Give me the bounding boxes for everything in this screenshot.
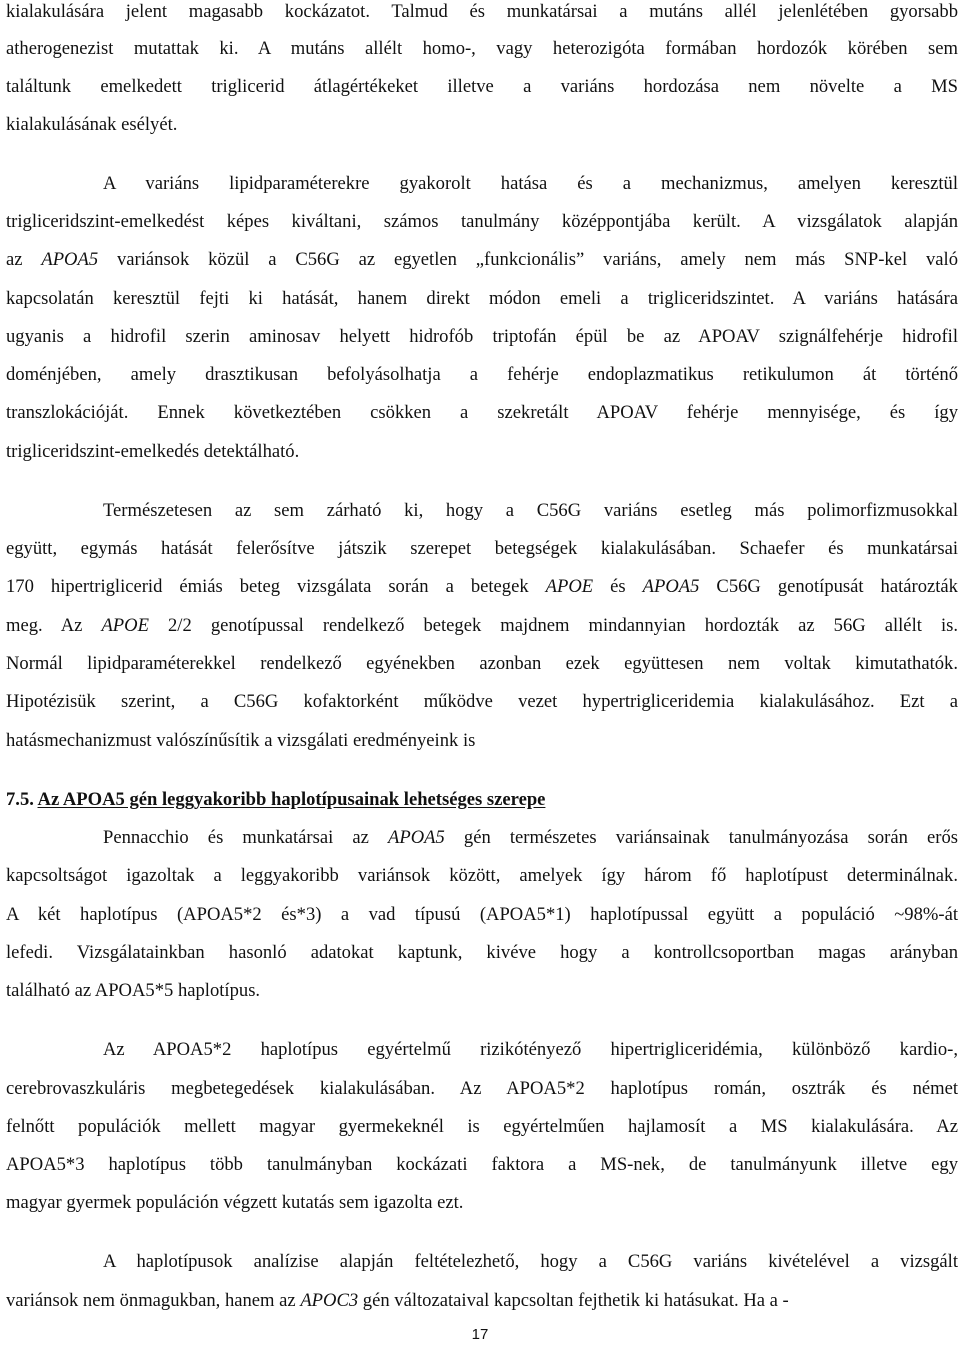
text-line [6,1077,958,1101]
text-run: transzlokációját. Ennek következtében csökken a szekretált APOAV fehérje mennyisége, és így [6,402,958,423]
text-run: találtunk emelkedett triglicerid átlagértékeket illetve a variáns hordozása nem növelte a MS [6,76,958,97]
text-run: cerebrovaszkuláris megbetegedések kialakulásában. Az APOA5*2 haplotípus román, osztrák és német [6,1078,958,1099]
text-run: APOE [545,576,594,597]
text-run: Hipotézisük szerint, a C56G kofaktorként működve vezet hypertrigliceridemia kialakulásához. Ezt a [6,691,958,712]
text-line [6,1153,958,1177]
text-line [6,401,958,425]
text-run: magyar gyermek populáción végzett kutatás sem igazolta ezt. [6,1192,464,1213]
text-run: APOA5 [642,576,700,597]
text-line [6,287,958,311]
section-heading [6,788,958,812]
text-run: kapcsoltságot igazoltak a leggyakoribb variánsok között, amelyek így három fő haplotípust determinálnak. [6,865,958,886]
text-run: együtt, egymás hatását felerősítve játszik szerepet betegségek kialakulásában. Schaefer és munkatársai [6,538,958,559]
text-run: Az APOA5 gén leggyakoribb haplotípusainak lehetséges szerepe [37,789,546,810]
text-line [6,210,958,234]
text-run: APOA5*3 haplotípus több tanulmányban kockázati faktora a MS-nek, de tanulmányunk illetve egy [6,1154,958,1175]
text-run: A haplotípusok analízise alapján feltételezhető, hogy a C56G variáns kivételével a vizsgált [103,1251,958,1272]
text-run: Pennacchio és munkatársai az [103,827,388,848]
text-line [6,652,958,676]
text-run: gén változataival kapcsoltan fejthetik ki hatásukat. Ha a - [358,1290,789,1311]
text-line [6,614,958,638]
text-run: trigliceridszint-emelkedést képes kiváltani, számos tanulmány középpontjába került. A vizsgálatok alapján [6,211,958,232]
text-run: A variáns lipidparaméterekre gyakorolt hatása és a mechanizmus, amelyen keresztül [103,173,958,194]
text-run: kialakulására jelent magasabb kockázatot. Talmud és munkatársai a mutáns allél jelenlétében gyorsabb [6,1,958,22]
text-line [6,575,958,599]
text-run: kapcsolatán keresztül fejti ki hatását, hanem direkt módon emeli a trigliceridszintet. A variáns hatására [6,288,958,309]
text-line [6,37,958,61]
text-line [6,440,958,464]
text-line [6,0,958,24]
text-line [6,903,958,927]
text-line [6,941,958,965]
text-line [6,248,958,272]
text-run: Természetesen az sem zárható ki, hogy a C56G variáns esetleg más polimorfizmusokkal [103,500,958,521]
text-line [6,979,958,1003]
page-number: 17 [471,1326,489,1343]
text-run: 170 hipertriglicerid émiás beteg vizsgálata során a betegek [6,576,546,597]
text-run: és [593,576,643,597]
text-line [6,537,958,561]
text-run: az [6,249,42,270]
text-line [6,1115,958,1139]
text-run: variánsok nem önmagukban, hanem az [6,1290,301,1311]
text-run: A két haplotípus (APOA5*2 és*3) a vad típusú (APOA5*1) haplotípussal együtt a populáció ~98%-át [6,904,958,925]
text-run: APOC3 [300,1290,359,1311]
text-line [6,1289,958,1313]
text-line [6,864,958,888]
text-line [103,1038,958,1062]
text-run: 2/2 genotípussal rendelkező betegek majdnem mindannyian hordozták az 56G allélt is. [148,615,958,636]
text-run: Az APOA5*2 haplotípus egyértelmű rizikótényező hipertrigliceridémia, különböző kardio-, [103,1039,958,1060]
text-run: gén természetes variánsainak tanulmányozása során erős [444,827,958,848]
text-run: APOA5 [388,827,445,848]
text-run: variánsok közül a C56G az egyetlen „funkcionális” variáns, amely nem más SNP-kel való [98,249,958,270]
text-line [103,826,958,850]
text-run: hatásmechanizmust valószínűsítik a vizsgálati eredményeink is [6,730,476,751]
text-run: található az APOA5*5 haplotípus. [6,980,261,1001]
text-line [6,690,958,714]
text-run: Normál lipidparaméterekkel rendelkező egyénekben azonban ezek együttesen nem voltak kimutathatók. [6,653,958,674]
text-line [6,363,958,387]
text-line [6,75,958,99]
text-run: ugyanis a hidrofil szerin aminosav helyett hidrofób triptofán épül be az APOAV szignálfehérje hidrofil [6,326,958,347]
text-run: C56G genotípusát határozták [699,576,958,597]
text-run: meg. Az [6,615,102,636]
text-line [103,1250,958,1274]
text-run: lefedi. Vizsgálatainkban hasonló adatokat kaptunk, kivéve hogy a kontrollcsoportban magas arányban [6,942,958,963]
text-line [6,325,958,349]
text-line [6,729,958,753]
text-run: felnőtt populációk mellett magyar gyermekeknél is egyértelműen hajlamosít a MS kialakulására. Az [6,1116,958,1137]
text-run: 7.5. [6,789,38,810]
text-line [103,499,958,523]
text-run: APOE [101,615,149,636]
text-run: kialakulásának esélyét. [6,114,178,135]
text-line [6,113,958,137]
text-run: doménjében, amely drasztikusan befolyásolhatja a fehérje endoplazmatikus retikulumon át történő [6,364,958,385]
text-run: APOA5 [41,249,99,270]
text-line [6,1191,958,1215]
text-line [103,172,958,196]
text-run: atherogenezist mutattak ki. A mutáns allélt homo-, vagy heterozigóta formában hordozók körében sem [6,38,958,59]
text-run: trigliceridszint-emelkedés detektálható. [6,441,300,462]
